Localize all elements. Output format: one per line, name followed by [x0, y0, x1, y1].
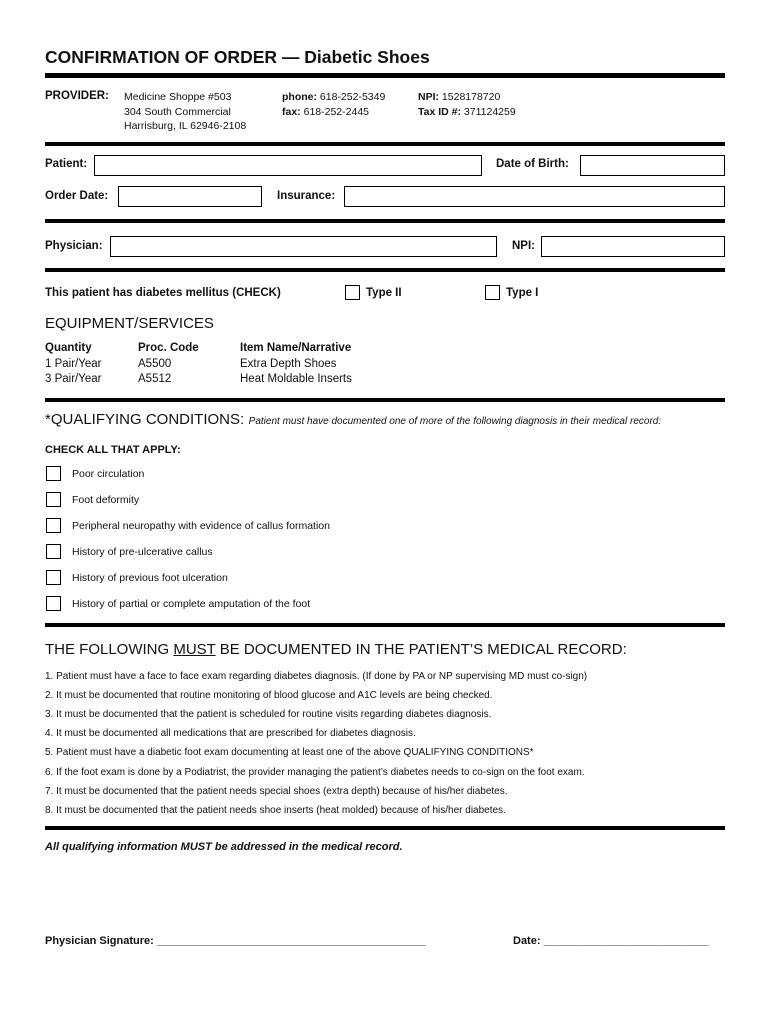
- physician-label: Physician:: [45, 240, 103, 252]
- documented-rule: [45, 826, 725, 830]
- condition-checkbox-2[interactable]: [46, 492, 61, 507]
- provider-address-line1: 304 South Commercial: [124, 105, 231, 118]
- type2-label: Type II: [366, 287, 402, 299]
- documented-item-3: 3. It must be documented that the patient is scheduled for routine visits regarding diabetes diagnosis.: [45, 709, 492, 720]
- type1-label: Type I: [506, 287, 539, 299]
- condition-label-6: History of partial or complete amputation of the foot: [72, 598, 311, 610]
- documented-item-6: 6. If the foot exam is done by a Podiatrist, the provider managing the patient’s diabetes needs to co-sign on the foot exam.: [45, 767, 585, 778]
- condition-label-3: Peripheral neuropathy with evidence of callus formation: [72, 520, 330, 532]
- documented-item-7: 7. It must be documented that the patient needs special shoes (extra depth) because of his/her diabetes.: [45, 786, 508, 797]
- physician-npi-label: NPI:: [512, 240, 535, 252]
- col-proc-code-header: Proc. Code: [138, 342, 199, 354]
- taxid-label: Tax ID #:: [418, 105, 461, 118]
- condition-label-4: History of pre-ulcerative callus: [72, 546, 213, 558]
- equipment-row-2-code: A5512: [138, 373, 172, 385]
- physician-rule: [45, 268, 725, 272]
- provider-npi-label: NPI:: [418, 91, 439, 103]
- provider-npi-value: 1528178720: [441, 91, 501, 103]
- order-date-label: Order Date:: [45, 190, 109, 202]
- documented-item-4: 4. It must be documented all medications that are prescribed for diabetes diagnosis.: [45, 728, 416, 739]
- condition-label-5: History of previous foot ulceration: [72, 572, 228, 584]
- provider-address: [124, 90, 246, 134]
- phone-value: 618-252-5349: [319, 91, 386, 103]
- condition-checkbox-6[interactable]: [46, 596, 61, 611]
- col-quantity-header: Quantity: [45, 342, 92, 354]
- fax-label: fax:: [282, 105, 301, 118]
- signature-date-line[interactable]: Date: ___________________________: [513, 935, 709, 947]
- condition-checkbox-3[interactable]: [46, 518, 61, 533]
- insurance-field[interactable]: [344, 186, 725, 207]
- condition-checkbox-5[interactable]: [46, 570, 61, 585]
- patient-rule: [45, 219, 725, 223]
- physician-field[interactable]: [110, 236, 497, 257]
- order-date-field[interactable]: [118, 186, 262, 207]
- condition-checkbox-4[interactable]: [46, 544, 61, 559]
- documented-item-5: 5. Patient must have a diabetic foot exam documenting at least one of the above QUALIFYING CONDITIONS*: [45, 747, 534, 758]
- patient-label: Patient:: [45, 158, 88, 170]
- equipment-heading: EQUIPMENT/SERVICES: [45, 315, 214, 332]
- type2-checkbox[interactable]: [345, 285, 360, 300]
- provider-name: Medicine Shoppe #503: [124, 91, 232, 103]
- provider-rule: [45, 142, 725, 146]
- condition-label-1: Poor circulation: [72, 468, 145, 480]
- col-item-header: Item Name/Narrative: [240, 342, 352, 354]
- qualifying-rule: [45, 623, 725, 627]
- provider-address-line2: Harrisburg, IL 62946-2108: [124, 120, 247, 132]
- check-all-label: CHECK ALL THAT APPLY:: [45, 444, 181, 456]
- provider-ids: [418, 90, 516, 119]
- equipment-row-1-code: A5500: [138, 358, 172, 370]
- insurance-label: Insurance:: [277, 190, 336, 202]
- physician-signature-line[interactable]: Physician Signature: ____________________________________________: [45, 935, 427, 947]
- documented-item-8: 8. It must be documented that the patient needs shoe inserts (heat molded) because of his/her diabetes.: [45, 805, 506, 816]
- equipment-rule: [45, 398, 725, 402]
- taxid-value: 371124259: [463, 105, 516, 118]
- provider-contact: [282, 90, 385, 119]
- documented-item-2: 2. It must be documented that routine monitoring of blood glucose and A1C levels are being checked.: [45, 690, 493, 701]
- physician-npi-field[interactable]: [541, 236, 725, 257]
- equipment-row-1-item: Extra Depth Shoes: [240, 358, 337, 370]
- title-rule: [45, 73, 725, 78]
- equipment-row-2-quantity: 3 Pair/Year: [45, 373, 102, 385]
- dob-label: Date of Birth:: [496, 158, 569, 170]
- condition-checkbox-1[interactable]: [46, 466, 61, 481]
- equipment-row-2-item: Heat Moldable Inserts: [240, 373, 352, 385]
- dob-field[interactable]: [580, 155, 725, 176]
- qualifying-note: Patient must have documented one of more of the following diagnosis in their medical record:: [248, 416, 662, 427]
- diabetes-question: This patient has diabetes mellitus (CHECK): [45, 287, 281, 299]
- provider-label: PROVIDER:: [45, 90, 109, 102]
- documented-item-1: 1. Patient must have a face to face exam regarding diabetes diagnosis. (If done by PA or NP supervising MD must co-sign): [45, 671, 588, 682]
- patient-field[interactable]: [94, 155, 482, 176]
- type1-checkbox[interactable]: [485, 285, 500, 300]
- condition-label-2: Foot deformity: [72, 494, 140, 506]
- phone-label: phone:: [282, 91, 317, 103]
- equipment-row-1-quantity: 1 Pair/Year: [45, 358, 102, 370]
- fax-value: 618-252-2445: [303, 105, 369, 118]
- page-title: CONFIRMATION OF ORDER — Diabetic Shoes: [45, 47, 430, 67]
- qualifying-heading-line: [45, 411, 661, 429]
- documented-heading: THE FOLLOWING MUST BE DOCUMENTED IN THE PATIENT’S MEDICAL RECORD:: [45, 641, 627, 658]
- documented-footer: All qualifying information MUST be addressed in the medical record.: [45, 841, 403, 853]
- qualifying-heading: *QUALIFYING CONDITIONS:: [45, 411, 245, 428]
